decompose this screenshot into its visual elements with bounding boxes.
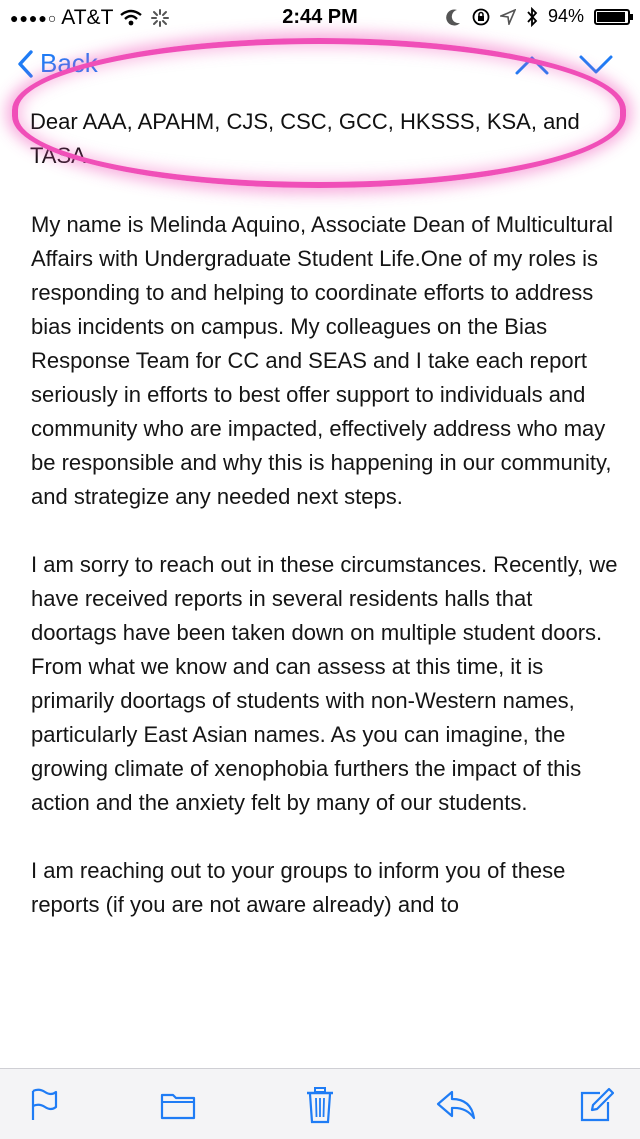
email-paragraph: My name is Melinda Aquino, Associate Dean of Multicultural Affairs with Undergraduate Student Life.One of my roles is responding to and helping to coordinate efforts to address bias incidents on campus. My colleagues on the Bias Response Team for CC and SEAS and I take each report seriously in efforts to best offer support to individuals and community who are impacted, effectively address who may be responsible and why this is happening in our community, and strategize any needed next steps. [31, 212, 614, 509]
back-label: Back [40, 48, 98, 78]
folder-icon [160, 1090, 196, 1120]
email-greeting: Dear AAA, APAHM, CJS, CSC, GCC, HKSSS, KSA, and TASA [30, 109, 580, 168]
chevron-up-icon [514, 54, 550, 76]
next-message-button[interactable] [578, 54, 614, 81]
back-button[interactable] [16, 48, 98, 79]
reply-button[interactable] [436, 1085, 476, 1125]
location-icon [500, 9, 516, 25]
compose-button[interactable] [576, 1085, 616, 1125]
flag-button[interactable] [24, 1085, 64, 1125]
chevron-down-icon [578, 54, 614, 76]
chevron-left-icon [16, 49, 34, 79]
navigation-bar [0, 36, 640, 98]
email-paragraph: I am reaching out to your groups to inform you of these reports (if you are not aware already) and to [31, 858, 566, 917]
flag-icon [29, 1088, 59, 1122]
moon-icon [446, 8, 462, 26]
email-body [31, 208, 621, 956]
move-to-folder-button[interactable] [158, 1085, 198, 1125]
signal-strength-icon: ●●●●○ [10, 10, 58, 26]
trash-icon [305, 1086, 335, 1124]
delete-button[interactable] [300, 1085, 340, 1125]
previous-message-button[interactable] [514, 54, 550, 81]
reply-icon [436, 1090, 476, 1120]
battery-icon [594, 9, 630, 25]
scroll-fade [0, 1040, 640, 1068]
bottom-toolbar [0, 1068, 640, 1139]
compose-icon [578, 1087, 614, 1123]
carrier-label: AT&T [61, 6, 114, 29]
status-right-group [446, 6, 630, 27]
bluetooth-icon [526, 7, 538, 27]
status-bar [0, 0, 640, 34]
status-time: 2:44 PM [282, 6, 358, 28]
orientation-lock-icon [472, 8, 490, 26]
email-paragraph: I am sorry to reach out in these circumstances. Recently, we have received reports in several residents halls that doortags have been taken down on multiple student doors. From what we know and can assess at this time, it is primarily doortags of students with non-Western names, particularly East Asian names. As you can imagine, the growing climate of xenophobia furthers the impact of this action and the anxiety felt by many of our students. [31, 552, 618, 815]
battery-percent: 94% [547, 6, 584, 26]
